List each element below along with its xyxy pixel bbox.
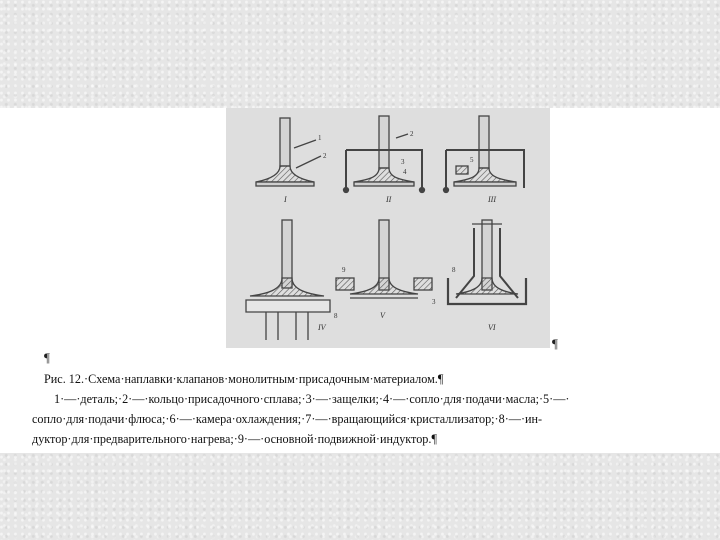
panel-label-6: VI — [488, 323, 496, 332]
panel-4 — [246, 220, 330, 340]
figure-drawing — [226, 108, 550, 348]
caption-legend-line-3: дуктор·для·предварительного·нагрева;·9·—·основной·подвижной·индуктор.¶ — [32, 432, 437, 446]
panel-5 — [336, 220, 432, 298]
figure-valve-hardfacing-schemes — [226, 108, 550, 348]
caption-legend-line-1: 1·—·деталь;·2·—·кольцо·присадочного·сплава;·3·—·защелки;·4·—·сопло·для·подачи·масла;·5·—· — [54, 392, 570, 406]
figure-caption — [32, 369, 684, 449]
panel-label-4: IV — [318, 323, 326, 332]
callout-5: 5 — [470, 156, 474, 164]
caption-title: Рис. 12.·Схема·наплавки·клапанов·монолитным·присадочным·материалом.¶ — [44, 372, 444, 386]
caption-legend-line-2: сопло·для·подачи·флюса;·6·—·камера·охлаждения;·7·—·вращающийся·кристаллизатор;·8·—·ин- — [32, 412, 543, 426]
callout-4: 4 — [403, 168, 407, 176]
panel-label-1: I — [284, 195, 287, 204]
callout-8: 8 — [452, 266, 456, 274]
pilcrow-after-figure: ¶ — [552, 336, 558, 351]
panel-label-2: II — [386, 195, 392, 204]
callout-1: 1 — [318, 134, 322, 142]
callout-2b: 2 — [410, 130, 414, 138]
pilcrow-blank-line: ¶ — [44, 350, 50, 365]
callout-3b: 3 — [432, 298, 436, 306]
callout-8b: 8 — [334, 312, 338, 320]
panel-1 — [256, 118, 321, 186]
panel-label-3: III — [488, 195, 496, 204]
panel-label-5: V — [380, 311, 385, 320]
panel-2 — [344, 116, 425, 193]
callout-2: 2 — [323, 152, 327, 160]
callout-3: 3 — [401, 158, 405, 166]
panel-6 — [448, 220, 526, 304]
panel-3 — [444, 116, 525, 193]
callout-9: 9 — [342, 266, 346, 274]
